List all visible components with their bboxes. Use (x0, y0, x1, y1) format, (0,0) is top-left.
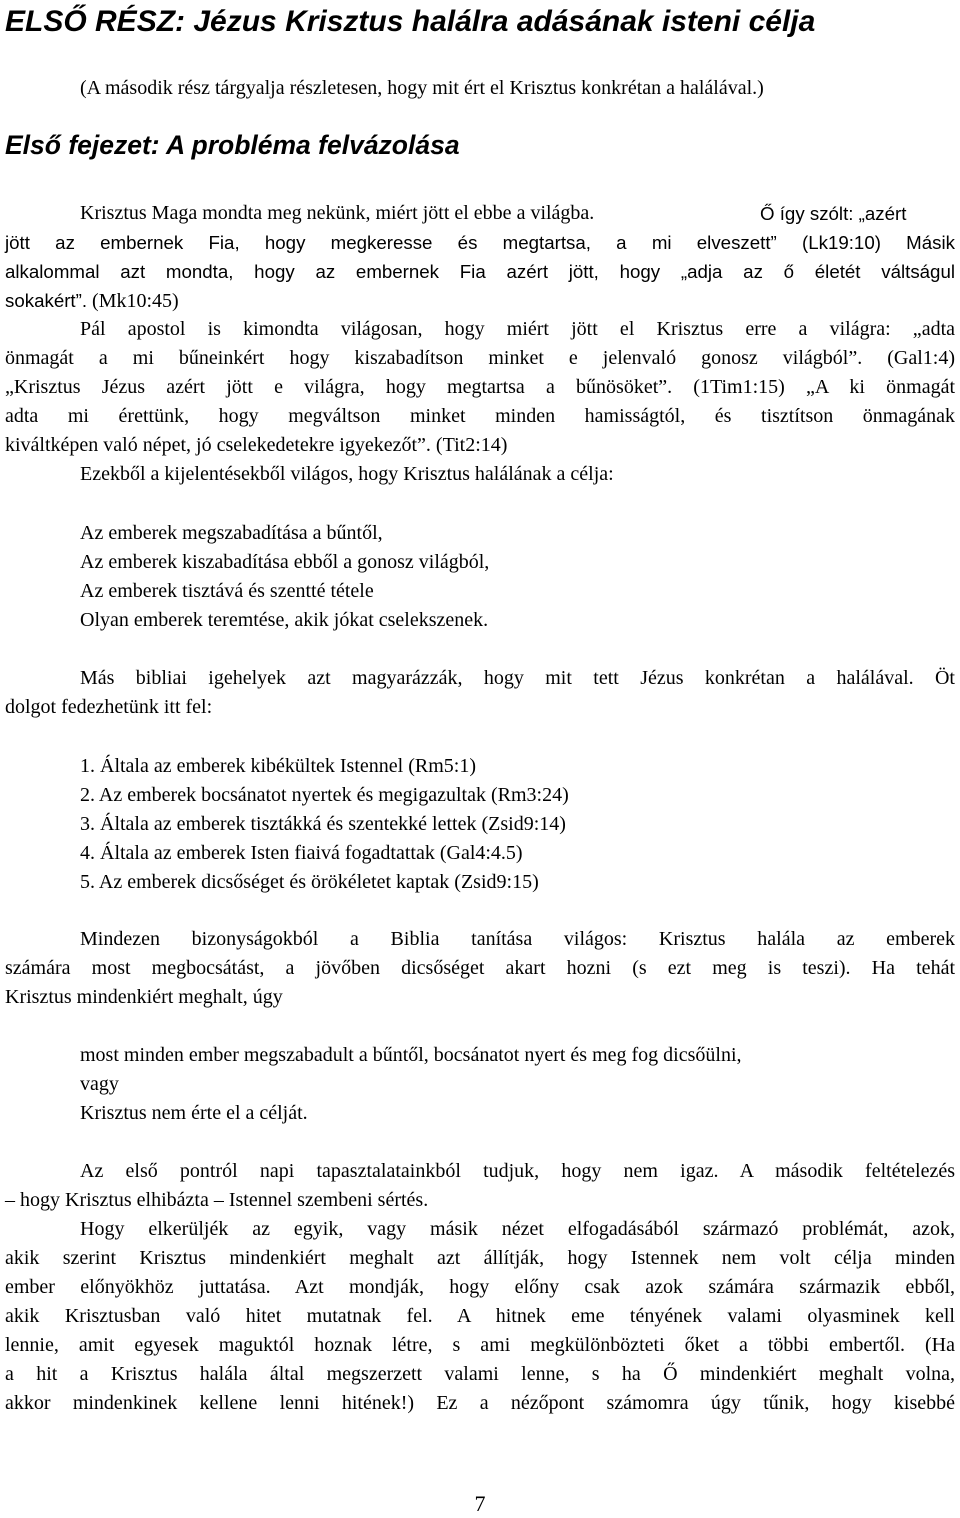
paragraph-line: számára most megbocsátást, a jövőben dicsőséget akart hozni (s ezt meg is teszi). Ha tehát (5, 957, 955, 979)
paragraph-line: Az első pontról napi tapasztalatainkból tudjuk, hogy nem igaz. A második feltételezés (80, 1160, 955, 1182)
paragraph-line: Más bibliai igehelyek azt magyarázzák, hogy mit tett Jézus konkrétan a halálával. Öt (80, 667, 955, 689)
list-item: Az emberek megszabadítása a bűntől, (80, 522, 383, 544)
numbered-item: 1. Általa az emberek kibékültek Istennel (Rm5:1) (80, 755, 476, 777)
paragraph-line: dolgot fedezhetünk itt fel: (5, 696, 213, 718)
numbered-item: 4. Általa az emberek Isten fiaivá fogadtattak (Gal4:4.5) (80, 842, 523, 864)
paragraph-line: kiváltképen való népet, jó cselekedetekre igyekezőt”. (Tit2:14) (5, 434, 508, 456)
list-item: Olyan emberek teremtése, akik jókat cselekszenek. (80, 609, 489, 631)
paragraph-line: alkalommal azt mondta, hogy az embernek Fia azért jött, hogy „adja az ő életét váltságul (5, 261, 955, 282)
chapter-title: Első fejezet: A probléma felvázolása (5, 130, 460, 160)
page-number: 7 (474, 1491, 486, 1516)
paragraph-line: akkor mindenkinek kellene lenni hitének!) Ez a nézőpont számomra úgy tűnik, hogy kisebbé (5, 1392, 955, 1414)
paragraph-line: a hit a Krisztus halála által megszerzett valami lenne, s ha Ő mindenkiért meghalt volna, (5, 1363, 955, 1385)
paragraph-line: „Krisztus Jézus azért jött e világra, hogy megtartsa a bűnösöket”. (1Tim1:15) „A ki önmagát (5, 376, 955, 398)
paragraph-line: Pál apostol is kimondta világosan, hogy miért jött el Krisztus erre a világra: „adta (80, 318, 955, 340)
paragraph-line: adta mi érettünk, hogy megváltson minket minden hamisságtól, és tisztítson önmagának (5, 405, 955, 427)
paragraph-line: lennie, amit egyesek maguktól hoznak létre, s ami megkülönbözteti őket a többi embertől. (Ha (5, 1334, 955, 1356)
alternative-item: vagy (80, 1073, 119, 1095)
paragraph-line: Krisztus mindenkiért meghalt, úgy (5, 986, 283, 1008)
alternative-item: most minden ember megszabadult a bűntől, bocsánatot nyert és meg fog dicsőülni, (80, 1044, 742, 1066)
paragraph-line: akik Krisztusban való hitet mutatnak fel. A hitnek eme tényének valami olyasminek kell (5, 1305, 955, 1327)
paragraph-line: önmagát a mi bűneinkért hogy kiszabadítson minket e jelenvaló gonosz világból”. (Gal1:4) (5, 347, 955, 369)
alternative-item: Krisztus nem érte el a célját. (80, 1102, 308, 1124)
part-title: ELSŐ RÉSZ: Jézus Krisztus halálra adásának isteni célja (5, 5, 816, 38)
paragraph-line: Ezekből a kijelentésekből világos, hogy Krisztus halálának a célja: (80, 463, 614, 485)
paragraph-line (5, 286, 955, 315)
list-item: Az emberek tisztává és szentté tétele (80, 580, 374, 602)
paragraph-line: – hogy Krisztus elhibázta – Istennel szembeni sértés. (5, 1189, 429, 1211)
part-note: (A második rész tárgyalja részletesen, hogy mit ért el Krisztus konkrétan a halálával.) (80, 77, 764, 99)
para1-text-sans: Ő így szólt: „azért (760, 203, 907, 224)
paragraph-line (5, 199, 955, 228)
paragraph-line: Hogy elkerüljék az egyik, vagy másik nézet elfogadásából származó problémát, azok, (80, 1218, 955, 1240)
para1-end-sans: sokakért”. (5, 290, 88, 311)
numbered-item: 3. Általa az emberek tisztákká és szentekké lettek (Zsid9:14) (80, 813, 566, 835)
para1-text-serif: Krisztus Maga mondta meg nekünk, miért jött el ebbe a világba. (80, 202, 595, 224)
numbered-item: 5. Az emberek dicsőséget és örökéletet kaptak (Zsid9:15) (80, 871, 539, 893)
paragraph-line: akik szerint Krisztus mindenkiért meghalt azt állítják, hogy Istennek nem volt célja minden (5, 1247, 955, 1269)
para1-end-serif: (Mk10:45) (87, 290, 179, 312)
paragraph-line: Mindezen bizonyságokból a Biblia tanítása világos: Krisztus halála az emberek (80, 928, 955, 950)
list-item: Az emberek kiszabadítása ebből a gonosz világból, (80, 551, 490, 573)
numbered-item: 2. Az emberek bocsánatot nyertek és megigazultak (Rm3:24) (80, 784, 569, 806)
paragraph-line: ember előnyökhöz juttatása. Azt mondják, hogy előny csak azok számára származik ebből, (5, 1276, 955, 1298)
paragraph-line: jött az embernek Fia, hogy megkeresse és megtartsa, a mi elveszett” (Lk19:10) Másik (5, 232, 955, 253)
